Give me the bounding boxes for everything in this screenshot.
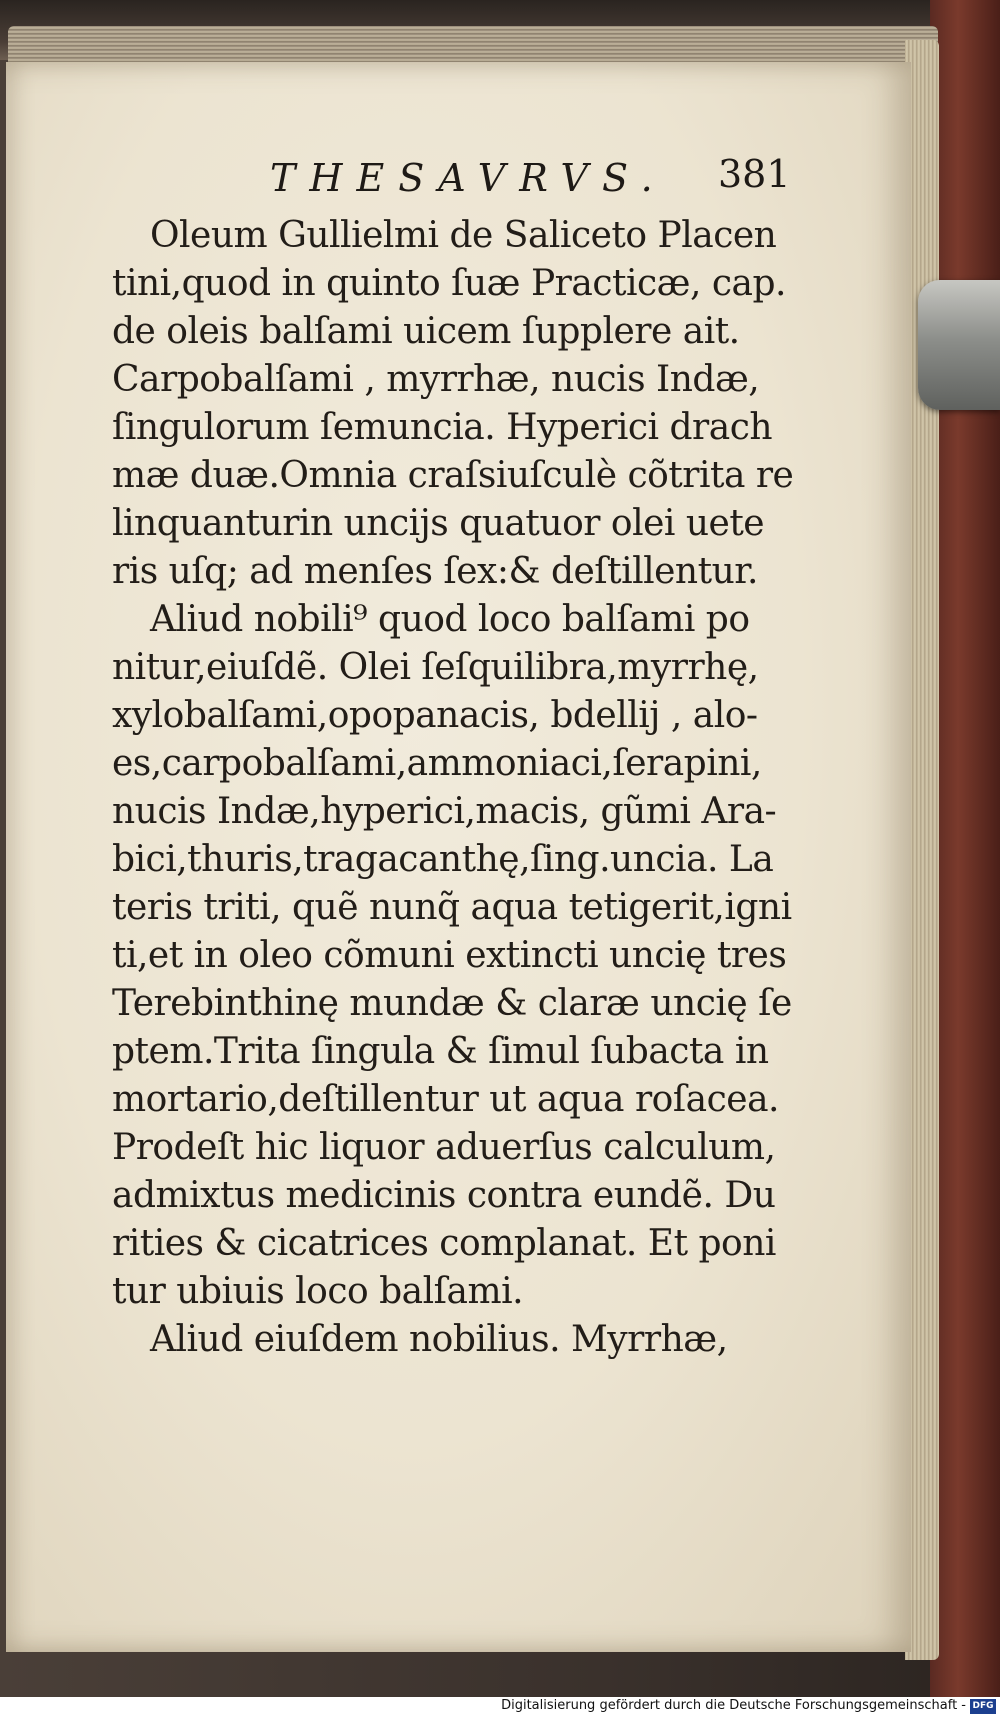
text-line: Carpobalſami , myrrhæ, nucis Indæ, [112, 359, 760, 400]
text-line: admixtus medicinis contra eundẽ. Du [112, 1175, 776, 1216]
text-line: ti,et in oleo cõmuni extincti uncię tres [112, 935, 787, 976]
page-clamp [918, 280, 1000, 410]
text-line: teris triti, quẽ nunq̃ aqua tetigerit,igni [112, 887, 792, 928]
book-cover-right [930, 0, 1000, 1700]
text-line: mæ duæ.Omnia craſsiuſculè cõtrita re [112, 455, 794, 496]
text-line: tur ubiuis loco balſami. [112, 1271, 524, 1312]
text-line: de oleis balſami uicem ſupplere ait. [112, 311, 740, 352]
text-line: linquanturin uncijs quatuor olei uete [112, 503, 765, 544]
text-block [112, 212, 792, 1364]
footer-credit: Digitalisierung gefördert durch die Deutsche Forschungsgemeinschaft - [501, 1698, 966, 1713]
text-line: Prodeſt hic liquor aduerſus calculum, [112, 1127, 776, 1168]
text-line: xylobalſami,opopanacis, bdellij , alo- [112, 695, 758, 736]
running-title: THESAVRVS. [270, 156, 667, 200]
text-line: ptem.Trita ſingula & ſimul ſubacta in [112, 1031, 769, 1072]
dfg-logo: DFG [970, 1699, 996, 1714]
text-line: rities & cicatrices complanat. Et poni [112, 1223, 776, 1264]
text-line: Aliud eiuſdem nobilius. Myrrhæ, [150, 1319, 728, 1360]
text-line: bici,thuris,tragacanthę,ſing.uncia. La [112, 839, 774, 880]
text-line: nitur,eiuſdẽ. Olei ſeſquilibra,myrrhę, [112, 647, 759, 688]
page-stack-top-edge [8, 26, 938, 66]
text-line: nucis Indæ,hyperici,macis, gũmi Ara- [112, 791, 777, 832]
text-line: Aliud nobili⁹ quod loco balſami po [150, 599, 750, 640]
page-header [110, 148, 790, 208]
text-line: ſingulorum ſemuncia. Hyperici drach [112, 407, 773, 448]
text-line: es,carpobalſami,ammoniaci,ſerapini, [112, 743, 762, 784]
text-line: tini,quod in quinto ſuæ Practicæ, cap. [112, 263, 786, 304]
text-line: Oleum Gullielmi de Saliceto Placen [150, 215, 777, 256]
text-line: ris uſq; ad menſes ſex:& deſtillentur. [112, 551, 758, 592]
text-line: Terebinthinę mundæ & claræ uncię ſe [112, 983, 792, 1024]
text-line: mortario,deſtillentur ut aqua roſacea. [112, 1079, 780, 1120]
digitization-footer [0, 1697, 1000, 1717]
page-number: 381 [718, 152, 791, 196]
